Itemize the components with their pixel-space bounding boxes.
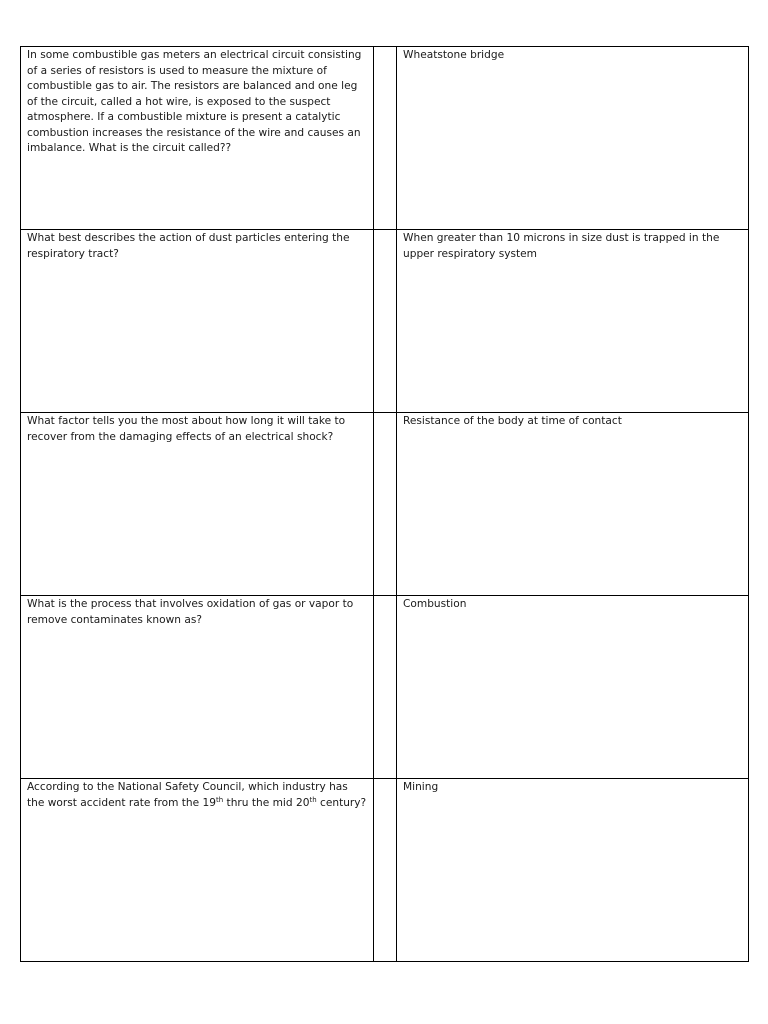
ordinal-suffix: th	[216, 795, 224, 804]
question-cell	[21, 47, 374, 230]
question-text: What factor tells you the most about how long it will take to recover from the damaging effects of an electrical shock?	[27, 415, 346, 443]
answer-text: When greater than 10 microns in size dust is trapped in the upper respiratory system	[403, 232, 720, 260]
card-row	[21, 230, 749, 413]
spacer-cell	[374, 413, 397, 596]
card-row	[21, 779, 749, 962]
spacer-cell	[374, 230, 397, 413]
question-text: What is the process that involves oxidation of gas or vapor to remove contaminates known as?	[27, 598, 354, 626]
answer-text: Mining	[403, 781, 439, 793]
card-row	[21, 413, 749, 596]
question-cell	[21, 413, 374, 596]
answer-cell	[397, 413, 749, 596]
spacer-cell	[374, 47, 397, 230]
flashcard-table	[20, 46, 749, 962]
answer-text: Resistance of the body at time of contact	[403, 415, 622, 427]
spacer-cell	[374, 596, 397, 779]
ordinal-suffix: th	[309, 795, 317, 804]
answer-cell	[397, 230, 749, 413]
question-cell	[21, 779, 374, 962]
card-row	[21, 47, 749, 230]
question-text: What best describes the action of dust particles entering the respiratory tract?	[27, 232, 350, 260]
card-row	[21, 596, 749, 779]
answer-text: Combustion	[403, 598, 467, 610]
question-cell	[21, 596, 374, 779]
question-cell	[21, 230, 374, 413]
answer-cell	[397, 596, 749, 779]
question-text-end: century?	[316, 796, 367, 809]
question-text-start: According to the National Safety Council, which industry has the worst accident rate from the 19	[27, 781, 348, 809]
spacer-cell	[374, 779, 397, 962]
question-text: In some combustible gas meters an electrical circuit consisting of a series of resistors is used to measure the mixture of combustible gas to air. The resistors are balanced and one leg of the circuit, called a hot wire, is exposed to the suspect atmosphere. If a combustible mixture is present a catalytic combustion increases the resistance of the wire and causes an imbalance. What is the circuit called??	[27, 49, 362, 154]
answer-text: Wheatstone bridge	[403, 49, 505, 61]
answer-cell	[397, 779, 749, 962]
answer-cell	[397, 47, 749, 230]
question-text-middle: thru the mid 20	[223, 796, 310, 809]
